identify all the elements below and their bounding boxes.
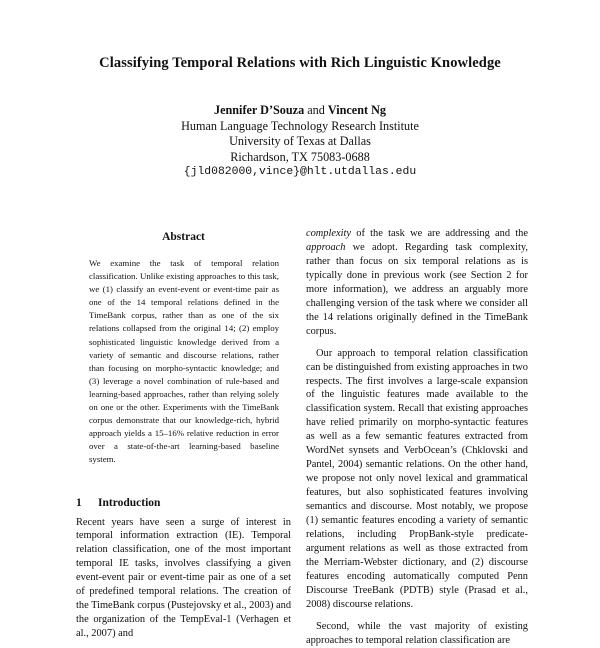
affiliation-line: Richardson, TX 75083-0688 xyxy=(230,149,370,164)
paragraph-continued xyxy=(306,227,528,339)
abstract-heading: Abstract xyxy=(162,231,205,243)
introduction-text: Recent years have seen a surge of interest in temporal information extraction (IE). Temporal relation classification, one of the most important temporal IE tasks, involves classifying a given event-event pair or event-time pair as one of a set of predefined temporal relations. The creation of the TimeBank corpus (Pustejovsky et al., 2003) and the organization of the TempEval-1 (Verhagen et al., 2007) and xyxy=(76,516,292,640)
section-heading-introduction xyxy=(76,497,291,509)
author-names xyxy=(0,103,600,119)
paragraph-text: of the task we are addressing and the xyxy=(351,228,528,239)
section-number: 1 xyxy=(76,496,82,509)
paragraph-second: Second, while the vast majority of existing approaches to temporal relation classification are xyxy=(306,620,528,646)
author-block xyxy=(0,103,600,181)
right-column xyxy=(306,227,528,648)
emphasis-text: complexity xyxy=(306,228,352,239)
author-name: Jennifer D’Souza xyxy=(214,103,305,117)
author-name: Vincent Ng xyxy=(327,103,386,117)
affiliation-line: University of Texas at Dallas xyxy=(229,134,371,148)
emphasis-text: approach xyxy=(306,241,346,253)
paragraph-text: we adopt. Regarding task complexity, rather than focus on six temporal relations as is typically done in previous work (see Section 2 for more information), we address an arguably more challenging version of the task where we consider all the 14 relations originally defined in the TimeBank corpus. xyxy=(306,241,528,337)
left-column xyxy=(76,228,291,641)
author-conjunction: and xyxy=(307,103,325,117)
author-email: {jld082000,vince}@hlt.utdallas.edu xyxy=(183,166,417,178)
section-title: Introduction xyxy=(98,496,161,509)
affiliation-line: Human Language Technology Research Institute xyxy=(181,118,419,133)
paragraph-approach: Our approach to temporal relation classification can be distinguished from existing approaches in two respects. The first involves a large-scale expansion of the linguistic features made available to the classification system. Recall that existing approaches have relied primarily on morpho-syntactic features as well as a few semantic features extracted from WordNet synsets and VerbOcean’s (Chklovski and Pantel, 2004) semantic relations. On the other hand, we propose not only novel lexical and grammatical features, but also sophisticated features involving semantics and discourse. Most notably, we propose (1) semantic features encoding a variety of semantic relations, including PropBank-style predicate-argument relations as well as those extracted from the Merriam-Webster dictionary, and (2) discourse features encoding automatically computed Penn Discourse TreeBank (PDTB) style (Prasad et al., 2008) discourse relations. xyxy=(306,347,528,610)
abstract-text: We examine the task of temporal relation classification. Unlike existing approaches to this task, we (1) classify an event-event or event-time pair as one of the 14 temporal relations defined in the TimeBank corpus, rather than as one of the six relations collapsed from the original 14; (2) employ sophisticated linguistic knowledge derived from a variety of semantic and discourse relations, rather than focusing on morpho-syntactic knowledge; and (3) leverage a novel combination of rule-based and learning-based approaches, rather than relying solely on one or the other. Experiments with the TimeBank corpus demonstrate that our knowledge-rich, hybrid approach yields a 15–16% relative reduction in error over a state-of-the-art learning-based baseline system. xyxy=(89,258,279,465)
paper-title: Classifying Temporal Relations with Rich Linguistic Knowledge xyxy=(99,55,501,71)
